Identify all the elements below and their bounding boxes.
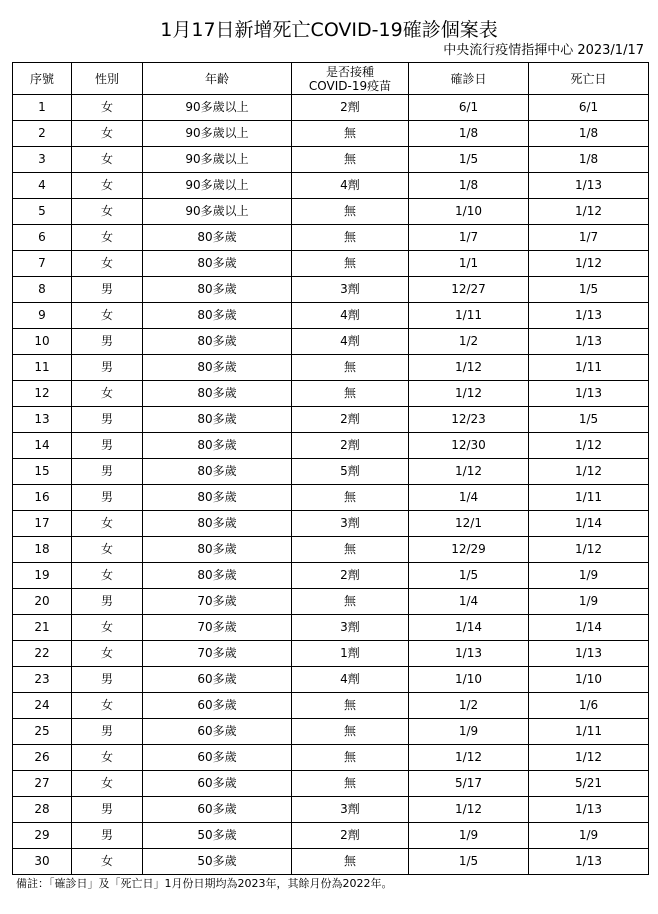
table-row	[13, 355, 649, 381]
cell-age: 90多歲以上	[143, 95, 292, 121]
table-row	[13, 719, 649, 745]
cell-vaccination: 2劑	[292, 563, 409, 589]
cell-death-date: 1/9	[529, 589, 649, 615]
cell-vaccination: 5劑	[292, 459, 409, 485]
cell-vaccination: 無	[292, 771, 409, 797]
cell-vaccination: 4劑	[292, 329, 409, 355]
cell-serial-no: 12	[13, 381, 72, 407]
cell-serial-no: 20	[13, 589, 72, 615]
table-row	[13, 511, 649, 537]
cell-serial-no: 24	[13, 693, 72, 719]
cell-confirmed-date: 1/13	[409, 641, 529, 667]
cell-sex: 女	[72, 537, 143, 563]
table-row	[13, 303, 649, 329]
cell-sex: 男	[72, 797, 143, 823]
cell-confirmed-date: 1/2	[409, 329, 529, 355]
cell-sex: 男	[72, 485, 143, 511]
cell-confirmed-date: 6/1	[409, 95, 529, 121]
cell-confirmed-date: 1/10	[409, 199, 529, 225]
cell-vaccination: 無	[292, 147, 409, 173]
cell-vaccination: 無	[292, 251, 409, 277]
cell-sex: 女	[72, 147, 143, 173]
cell-confirmed-date: 1/12	[409, 459, 529, 485]
cell-serial-no: 16	[13, 485, 72, 511]
cell-death-date: 1/12	[529, 199, 649, 225]
page-title: 1月17日新增死亡COVID-19確診個案表	[160, 19, 498, 41]
cell-death-date: 1/9	[529, 563, 649, 589]
cell-death-date: 1/13	[529, 849, 649, 875]
table-row	[13, 433, 649, 459]
header-age: 年齡	[143, 63, 292, 95]
cell-death-date: 1/13	[529, 173, 649, 199]
cell-age: 90多歲以上	[143, 147, 292, 173]
cell-vaccination: 2劑	[292, 433, 409, 459]
cell-confirmed-date: 1/5	[409, 563, 529, 589]
table-row	[13, 121, 649, 147]
header-sex: 性別	[72, 63, 143, 95]
cell-vaccination: 無	[292, 355, 409, 381]
cell-death-date: 1/13	[529, 797, 649, 823]
cell-serial-no: 6	[13, 225, 72, 251]
cell-confirmed-date: 1/12	[409, 745, 529, 771]
header-serial-no: 序號	[13, 63, 72, 95]
table-row	[13, 381, 649, 407]
cell-sex: 男	[72, 355, 143, 381]
cell-serial-no: 5	[13, 199, 72, 225]
cell-death-date: 1/9	[529, 823, 649, 849]
cell-age: 90多歲以上	[143, 173, 292, 199]
cell-age: 60多歲	[143, 667, 292, 693]
header-vaccination-line2: COVID-19疫苗	[308, 78, 392, 93]
cell-serial-no: 30	[13, 849, 72, 875]
cell-vaccination: 4劑	[292, 303, 409, 329]
cell-sex: 女	[72, 615, 143, 641]
cell-age: 60多歲	[143, 771, 292, 797]
cell-sex: 女	[72, 849, 143, 875]
cell-serial-no: 1	[13, 95, 72, 121]
cell-confirmed-date: 1/4	[409, 589, 529, 615]
table-row	[13, 147, 649, 173]
cell-death-date: 1/13	[529, 329, 649, 355]
cell-vaccination: 3劑	[292, 277, 409, 303]
cell-serial-no: 22	[13, 641, 72, 667]
cell-vaccination: 無	[292, 381, 409, 407]
cell-serial-no: 2	[13, 121, 72, 147]
header-death-date: 死亡日	[529, 63, 649, 95]
cell-death-date: 1/14	[529, 615, 649, 641]
cell-sex: 女	[72, 303, 143, 329]
table-row	[13, 199, 649, 225]
cell-death-date: 1/10	[529, 667, 649, 693]
cell-age: 80多歲	[143, 225, 292, 251]
cell-vaccination: 無	[292, 693, 409, 719]
cell-serial-no: 10	[13, 329, 72, 355]
cell-vaccination: 1劑	[292, 641, 409, 667]
cell-age: 90多歲以上	[143, 121, 292, 147]
cell-serial-no: 27	[13, 771, 72, 797]
cell-vaccination: 2劑	[292, 823, 409, 849]
cell-confirmed-date: 1/12	[409, 355, 529, 381]
cell-age: 90多歲以上	[143, 199, 292, 225]
cell-death-date: 1/12	[529, 537, 649, 563]
cell-death-date: 1/13	[529, 641, 649, 667]
cell-age: 80多歲	[143, 537, 292, 563]
cell-sex: 女	[72, 693, 143, 719]
cell-serial-no: 7	[13, 251, 72, 277]
cell-serial-no: 8	[13, 277, 72, 303]
table-body	[13, 95, 649, 875]
cell-confirmed-date: 12/1	[409, 511, 529, 537]
cell-confirmed-date: 1/5	[409, 147, 529, 173]
cell-serial-no: 25	[13, 719, 72, 745]
table-row	[13, 849, 649, 875]
cell-death-date: 1/12	[529, 745, 649, 771]
cell-age: 80多歲	[143, 433, 292, 459]
cell-serial-no: 15	[13, 459, 72, 485]
cell-death-date: 1/12	[529, 433, 649, 459]
cell-age: 80多歲	[143, 303, 292, 329]
cell-vaccination: 4劑	[292, 173, 409, 199]
cell-sex: 男	[72, 589, 143, 615]
cell-death-date: 1/11	[529, 355, 649, 381]
cell-death-date: 1/13	[529, 381, 649, 407]
cell-age: 80多歲	[143, 485, 292, 511]
cell-serial-no: 19	[13, 563, 72, 589]
cell-age: 80多歲	[143, 407, 292, 433]
cell-age: 70多歲	[143, 589, 292, 615]
cell-age: 80多歲	[143, 459, 292, 485]
cell-age: 80多歲	[143, 563, 292, 589]
cell-confirmed-date: 12/30	[409, 433, 529, 459]
cell-vaccination: 無	[292, 589, 409, 615]
cell-sex: 男	[72, 329, 143, 355]
cell-vaccination: 3劑	[292, 615, 409, 641]
cell-age: 80多歲	[143, 329, 292, 355]
table-row	[13, 667, 649, 693]
cell-sex: 女	[72, 511, 143, 537]
table-row	[13, 563, 649, 589]
cell-death-date: 1/5	[529, 407, 649, 433]
cell-sex: 女	[72, 199, 143, 225]
cell-serial-no: 13	[13, 407, 72, 433]
table-header-row	[13, 63, 649, 95]
cell-confirmed-date: 1/8	[409, 173, 529, 199]
cell-sex: 女	[72, 173, 143, 199]
cell-vaccination: 3劑	[292, 511, 409, 537]
death-cases-table	[12, 62, 649, 875]
table-row	[13, 693, 649, 719]
cell-serial-no: 3	[13, 147, 72, 173]
cell-sex: 女	[72, 121, 143, 147]
cell-death-date: 1/6	[529, 693, 649, 719]
table-row	[13, 225, 649, 251]
cell-sex: 女	[72, 95, 143, 121]
cell-confirmed-date: 1/5	[409, 849, 529, 875]
cell-sex: 女	[72, 225, 143, 251]
cell-age: 50多歲	[143, 823, 292, 849]
cell-age: 60多歲	[143, 745, 292, 771]
cell-confirmed-date: 1/11	[409, 303, 529, 329]
cell-sex: 女	[72, 251, 143, 277]
table-row	[13, 277, 649, 303]
table-row	[13, 745, 649, 771]
cell-age: 60多歲	[143, 693, 292, 719]
table-row	[13, 589, 649, 615]
cell-serial-no: 17	[13, 511, 72, 537]
cell-confirmed-date: 1/4	[409, 485, 529, 511]
cell-sex: 女	[72, 771, 143, 797]
cell-death-date: 6/1	[529, 95, 649, 121]
cell-death-date: 1/8	[529, 147, 649, 173]
cell-age: 60多歲	[143, 719, 292, 745]
table-row	[13, 95, 649, 121]
cell-confirmed-date: 12/23	[409, 407, 529, 433]
cell-vaccination: 無	[292, 719, 409, 745]
cell-serial-no: 14	[13, 433, 72, 459]
cell-serial-no: 9	[13, 303, 72, 329]
cell-serial-no: 21	[13, 615, 72, 641]
cell-age: 70多歲	[143, 615, 292, 641]
cell-age: 80多歲	[143, 381, 292, 407]
issuer-date: 中央流行疫情指揮中心 2023/1/17	[443, 43, 644, 58]
cell-death-date: 1/8	[529, 121, 649, 147]
cell-confirmed-date: 1/14	[409, 615, 529, 641]
cell-confirmed-date: 1/12	[409, 797, 529, 823]
cell-serial-no: 29	[13, 823, 72, 849]
table-row	[13, 329, 649, 355]
cell-age: 80多歲	[143, 355, 292, 381]
cell-vaccination: 4劑	[292, 667, 409, 693]
cell-death-date: 1/12	[529, 459, 649, 485]
table-row	[13, 797, 649, 823]
cell-sex: 男	[72, 823, 143, 849]
cell-death-date: 1/14	[529, 511, 649, 537]
table-row	[13, 251, 649, 277]
cell-sex: 男	[72, 667, 143, 693]
cell-serial-no: 4	[13, 173, 72, 199]
cell-vaccination: 無	[292, 745, 409, 771]
cell-serial-no: 11	[13, 355, 72, 381]
cell-vaccination: 無	[292, 225, 409, 251]
cell-sex: 女	[72, 563, 143, 589]
table-row	[13, 485, 649, 511]
cell-confirmed-date: 1/2	[409, 693, 529, 719]
table-row	[13, 823, 649, 849]
cell-death-date: 1/5	[529, 277, 649, 303]
header-vaccination-line1: 是否接種	[325, 64, 374, 79]
table-row	[13, 641, 649, 667]
cell-age: 70多歲	[143, 641, 292, 667]
cell-confirmed-date: 1/12	[409, 381, 529, 407]
table-row	[13, 407, 649, 433]
table-row	[13, 173, 649, 199]
cell-vaccination: 無	[292, 849, 409, 875]
cell-age: 60多歲	[143, 797, 292, 823]
cell-confirmed-date: 1/9	[409, 719, 529, 745]
cell-serial-no: 23	[13, 667, 72, 693]
cell-confirmed-date: 1/1	[409, 251, 529, 277]
cell-sex: 女	[72, 381, 143, 407]
footnote: 備註：「確診日」及「死亡日」1月份日期均為2023年，其餘月份為2022年。	[16, 877, 393, 890]
table-row	[13, 537, 649, 563]
header-confirmed-date: 確診日	[409, 63, 529, 95]
cell-confirmed-date: 5/17	[409, 771, 529, 797]
cell-age: 80多歲	[143, 277, 292, 303]
cell-death-date: 5/21	[529, 771, 649, 797]
table-row	[13, 615, 649, 641]
cell-death-date: 1/13	[529, 303, 649, 329]
cell-sex: 女	[72, 745, 143, 771]
cell-vaccination: 無	[292, 121, 409, 147]
table-row	[13, 459, 649, 485]
cell-serial-no: 26	[13, 745, 72, 771]
cell-confirmed-date: 1/9	[409, 823, 529, 849]
cell-serial-no: 18	[13, 537, 72, 563]
cell-confirmed-date: 1/7	[409, 225, 529, 251]
cell-sex: 男	[72, 459, 143, 485]
cell-vaccination: 無	[292, 485, 409, 511]
header-vaccination	[292, 63, 409, 95]
cell-confirmed-date: 12/29	[409, 537, 529, 563]
cell-vaccination: 無	[292, 199, 409, 225]
cell-death-date: 1/12	[529, 251, 649, 277]
cell-vaccination: 2劑	[292, 95, 409, 121]
cell-confirmed-date: 12/27	[409, 277, 529, 303]
cell-age: 80多歲	[143, 251, 292, 277]
table-row	[13, 771, 649, 797]
cell-vaccination: 2劑	[292, 407, 409, 433]
cell-death-date: 1/11	[529, 485, 649, 511]
cell-confirmed-date: 1/8	[409, 121, 529, 147]
cell-death-date: 1/7	[529, 225, 649, 251]
cell-vaccination: 3劑	[292, 797, 409, 823]
cell-age: 50多歲	[143, 849, 292, 875]
cell-sex: 男	[72, 277, 143, 303]
cell-age: 80多歲	[143, 511, 292, 537]
cell-confirmed-date: 1/10	[409, 667, 529, 693]
cell-sex: 男	[72, 719, 143, 745]
cell-death-date: 1/11	[529, 719, 649, 745]
cell-sex: 男	[72, 433, 143, 459]
cell-vaccination: 無	[292, 537, 409, 563]
cell-sex: 女	[72, 641, 143, 667]
cell-sex: 男	[72, 407, 143, 433]
cell-serial-no: 28	[13, 797, 72, 823]
